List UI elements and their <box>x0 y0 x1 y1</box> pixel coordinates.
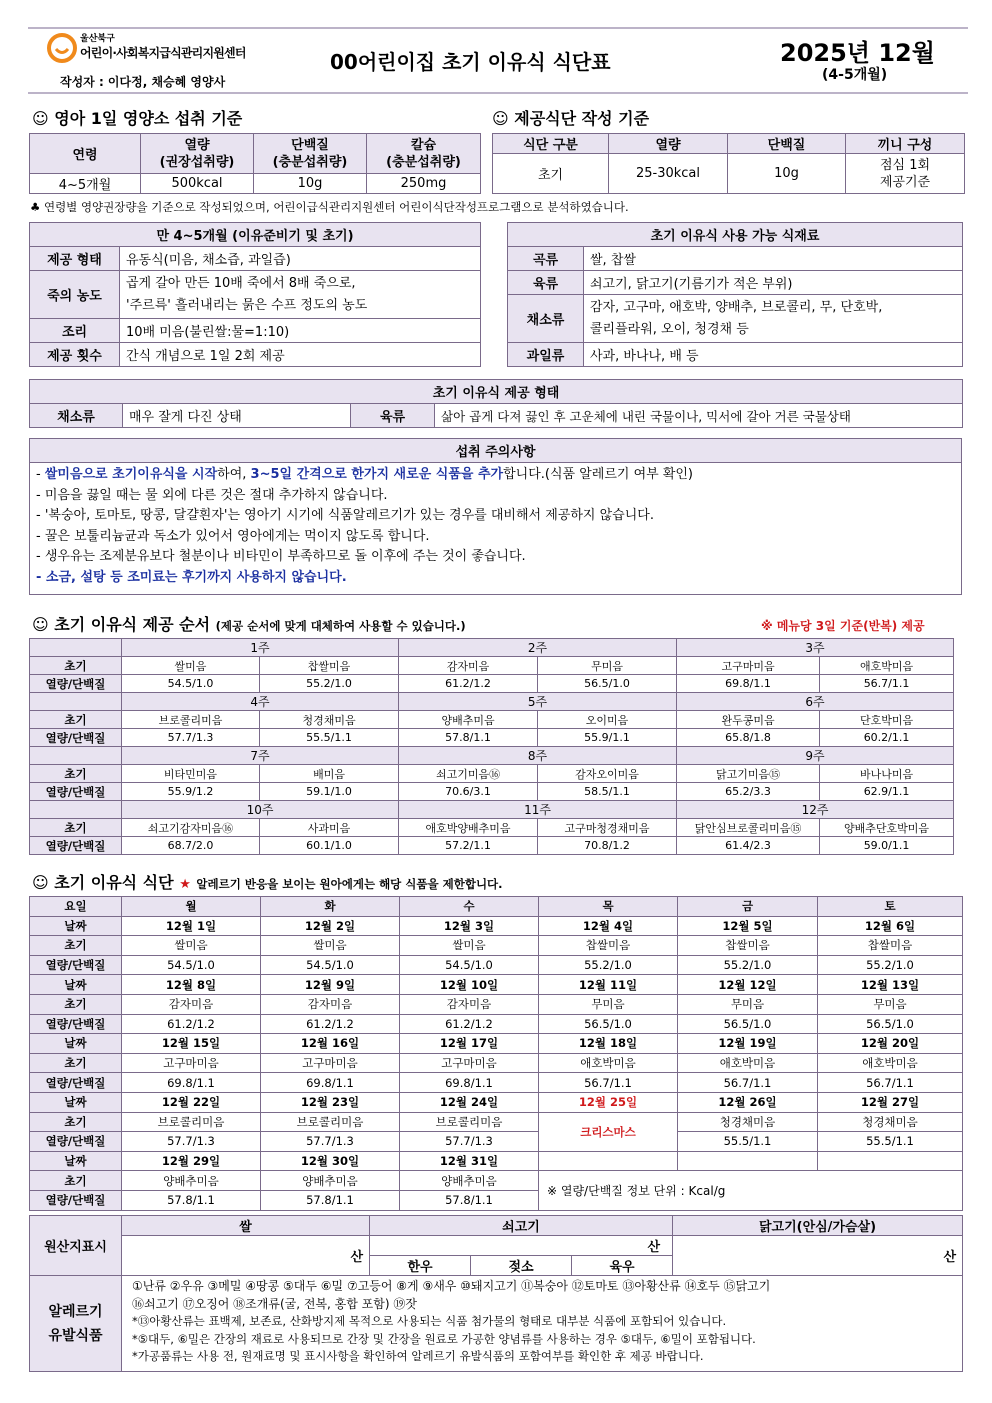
calendar-date: 12월 1일 <box>122 916 261 936</box>
calendar-date-label: 날짜 <box>30 1034 122 1054</box>
calendar-cal-value: 55.2/1.0 <box>678 955 818 975</box>
origin-label: 원산지표시 <box>30 1216 122 1276</box>
calendar-menu-item: 브로콜리미음 <box>122 1112 261 1132</box>
order-menu-item: 쌀미음 <box>122 657 260 675</box>
order-cal-label: 열량/단백질 <box>30 783 122 801</box>
form-meat-label: 육류 <box>351 404 435 428</box>
calendar-menu-item: 찹쌀미음 <box>818 936 963 956</box>
calendar-cal-value: 57.8/1.1 <box>261 1190 400 1210</box>
calendar-title: ☺ 초기 이유식 식단 ★ 알레르기 반응을 보이는 원아에게는 해당 식품을 제한합니다. <box>32 873 503 892</box>
calendar-cal-value: 57.8/1.1 <box>400 1190 539 1210</box>
calendar-cal-value: 54.5/1.0 <box>261 955 400 975</box>
calendar-date-label: 날짜 <box>30 1092 122 1112</box>
order-menu-item: 완두콩미음 <box>677 711 820 729</box>
order-week-row <box>30 639 954 657</box>
footnote: ♣ 연령별 영양권장량을 기준으로 작성되었으며, 어린이급식관리지원센터 어린이식단작성프로그램으로 분석하였습니다. <box>30 200 629 214</box>
order-week-row <box>30 693 954 711</box>
calendar-menu-item: 쌀미음 <box>400 936 539 956</box>
provided-h-pro: 단백질 <box>728 134 846 154</box>
order-cal-value: 70.6/3.1 <box>399 783 538 801</box>
calendar-menu-label: 초기 <box>30 1053 122 1073</box>
calendar-date-row <box>30 975 963 995</box>
smile-icon: ☺ <box>32 109 49 128</box>
calendar-date-label: 날짜 <box>30 916 122 936</box>
order-week-row <box>30 747 954 765</box>
order-cal-value: 59.1/1.0 <box>260 783 399 801</box>
calendar-menu-item: 양배추미음 <box>400 1171 539 1191</box>
order-menu-item: 찹쌀미음 <box>260 657 399 675</box>
origin-chicken-val: 산 <box>673 1236 963 1276</box>
order-week-label: 10주 <box>122 801 399 819</box>
calendar-date: 12월 3일 <box>400 916 539 936</box>
order-menu-label: 초기 <box>30 711 122 729</box>
calendar-menu-item: 쌀미음 <box>122 936 261 956</box>
order-cal-value: 70.8/1.2 <box>538 837 677 855</box>
order-cal-value: 56.5/1.0 <box>538 675 677 693</box>
caution-title: 섭취 주의사항 <box>30 439 962 463</box>
smile-icon: ☺ <box>32 615 49 634</box>
calendar-date: 12월 11일 <box>539 975 678 995</box>
calendar-menu-row <box>30 994 963 1014</box>
order-week-label: 5주 <box>399 693 677 711</box>
calendar-menu-row <box>30 936 963 956</box>
smile-logo-icon <box>47 33 77 63</box>
calendar-day: 금 <box>678 897 818 917</box>
calendar-cal-value: 54.5/1.0 <box>400 955 539 975</box>
calendar-cal-value: 57.7/1.3 <box>261 1132 400 1152</box>
order-cal-value: 61.2/1.2 <box>399 675 538 693</box>
calendar-menu-row <box>30 1112 963 1132</box>
order-note: ※ 메뉴당 3일 기준(반복) 제공 <box>761 619 925 633</box>
nutrition-cal: 500kcal <box>141 174 254 194</box>
calendar-menu-item: 애호박미음 <box>539 1053 678 1073</box>
club-icon: ♣ <box>30 200 41 214</box>
calendar-date-row <box>30 916 963 936</box>
order-menu-label: 초기 <box>30 819 122 837</box>
calendar-date: 12월 26일 <box>678 1092 818 1112</box>
order-cal-row <box>30 837 954 855</box>
calendar-cal-row <box>30 955 963 975</box>
ingredient-value: 쇠고기, 닭고기(기름기가 적은 부위) <box>584 271 963 295</box>
calendar-cal-value: 56.7/1.1 <box>539 1073 678 1093</box>
order-cal-row <box>30 729 954 747</box>
provided-pro: 10g <box>728 154 846 194</box>
calendar-date: 12월 29일 <box>122 1151 261 1171</box>
allergy-note: *⑬아황산류는 표백제, 보존료, 산화방지제 목적으로 사용되는 식품 첨가물의 형태로 대부분 식품에 포함되어 있습니다. <box>132 1314 727 1328</box>
ingredients-table <box>507 222 963 367</box>
order-week-label: 8주 <box>399 747 677 765</box>
order-menu-item: 사과미음 <box>260 819 399 837</box>
calendar-cal-value: 56.7/1.1 <box>818 1073 963 1093</box>
menu-date: 2025년 12월 <box>780 39 935 67</box>
calendar-date: 12월 24일 <box>400 1092 539 1112</box>
calendar-date: 12월 25일 <box>539 1092 678 1112</box>
calendar-cal-label: 열량/단백질 <box>30 1014 122 1034</box>
order-menu-item: 고구마미음 <box>677 657 820 675</box>
calendar-date: 12월 9일 <box>261 975 400 995</box>
order-week-blank <box>30 747 122 765</box>
nutrition-h-cal: 열량 (권장섭취량) <box>141 134 254 174</box>
order-cal-value: 57.8/1.1 <box>399 729 538 747</box>
calendar-menu-item: 무미음 <box>678 994 818 1014</box>
nutrition-table <box>29 133 481 194</box>
order-cal-label: 열량/단백질 <box>30 837 122 855</box>
ingredient-label: 채소류 <box>508 295 584 343</box>
calendar-cal-value: 54.5/1.0 <box>122 955 261 975</box>
calendar-date: 12월 13일 <box>818 975 963 995</box>
order-cal-value: 69.8/1.1 <box>677 675 820 693</box>
calendar-cal-label: 열량/단백질 <box>30 1073 122 1093</box>
ingredients-title: 초기 이유식 사용 가능 식재료 <box>508 223 963 247</box>
form-veg-value: 매우 잘게 다진 상태 <box>123 404 351 428</box>
order-menu-item: 바나나미음 <box>820 765 954 783</box>
calendar-menu-item: 청경채미음 <box>818 1112 963 1132</box>
caution-line: - 소금, 설탕 등 조미료는 후기까지 사용하지 않습니다. <box>36 569 347 585</box>
smile-icon: ☺ <box>492 109 509 128</box>
prep-title: 만 4~5개월 (이유준비기 및 초기) <box>30 223 481 247</box>
ingredient-value: 사과, 바나나, 배 등 <box>584 343 963 367</box>
order-menu-item: 단호박미음 <box>820 711 954 729</box>
origin-chicken: 닭고기(안심/가슴살) <box>673 1216 963 1236</box>
order-menu-item: 무미음 <box>538 657 677 675</box>
order-menu-item: 닭고기미음⑮ <box>677 765 820 783</box>
calendar-day: 토 <box>818 897 963 917</box>
order-menu-item: 브로콜리미음 <box>122 711 260 729</box>
order-week-label: 12주 <box>677 801 954 819</box>
order-menu-row <box>30 711 954 729</box>
order-title: ☺ 초기 이유식 제공 순서 (제공 순서에 맞게 대체하여 사용할 수 있습니다.) <box>32 615 466 634</box>
calendar-date: 12월 30일 <box>261 1151 400 1171</box>
calendar-menu-item: 고구마미음 <box>122 1053 261 1073</box>
nutrition-ca: 250mg <box>367 174 481 194</box>
order-cal-value: 65.2/3.3 <box>677 783 820 801</box>
calendar-date-label: 날짜 <box>30 1151 122 1171</box>
provided-h-cal: 열량 <box>609 134 728 154</box>
origin-rice: 쌀 <box>122 1216 370 1236</box>
caution-line: - 꿀은 보툴리늄균과 독소가 있어서 영아에게는 먹이지 않도록 합니다. <box>36 528 430 544</box>
nutrition-h-age: 연령 <box>30 134 141 174</box>
order-menu-item: 감자미음 <box>399 657 538 675</box>
calendar-cal-value: 55.5/1.1 <box>678 1132 818 1152</box>
caution-line: - 쌀미음으로 초기이유식을 시작하여, 3~5일 간격으로 한가지 새로운 식품을 추가합니다.(식품 알레르기 여부 확인) <box>36 467 694 482</box>
allergy-note: *⑤대두, ⑥밀은 간장의 재료로 사용되므로 간장 및 간장을 원료로 가공한 양념류를 사용하는 경우 ⑤대두, ⑥밀이 포함됩니다. <box>132 1331 756 1346</box>
order-week-label: 2주 <box>399 639 677 657</box>
calendar-cal-value: 61.2/1.2 <box>261 1014 400 1034</box>
calendar-cal-value: 69.8/1.1 <box>400 1073 539 1093</box>
nutrition-age: 4~5개월 <box>30 174 141 194</box>
calendar-cal-row <box>30 1014 963 1034</box>
calendar-date: 12월 20일 <box>818 1034 963 1054</box>
provided-h-type: 식단 구분 <box>493 134 609 154</box>
order-menu-item: 쇠고기감자미음⑯ <box>122 819 260 837</box>
origin-beef: 쇠고기 <box>370 1216 673 1236</box>
origin-beef-val: 산 <box>370 1236 673 1256</box>
ingredient-label: 육류 <box>508 271 584 295</box>
calendar-menu-item: 브로콜리미음 <box>261 1112 400 1132</box>
allergy-note: *가공품류는 사용 전, 원재료명 및 표시사항을 확인하여 알레르기 유발식품의 포함여부를 확인한 후 제공 바랍니다. <box>132 1349 704 1363</box>
prep-label: 제공 형태 <box>30 247 120 271</box>
calendar-date-row <box>30 1151 963 1171</box>
calendar-cal-value: 55.5/1.1 <box>818 1132 963 1152</box>
calendar-date: 12월 15일 <box>122 1034 261 1054</box>
prep-label: 제공 횟수 <box>30 343 120 367</box>
calendar-cal-value: 69.8/1.1 <box>122 1073 261 1093</box>
order-week-label: 9주 <box>677 747 954 765</box>
calendar-menu-item: 고구마미음 <box>261 1053 400 1073</box>
org-name: 어린이·사회복지급식관리지원센터 <box>80 46 246 60</box>
calendar-holiday: 크리스마스 <box>539 1112 678 1151</box>
caution-line: - 생우유는 조제분유보다 철분이나 비타민이 부족하므로 돌 이후에 주는 것이 좋습니다. <box>36 549 526 565</box>
order-week-blank <box>30 801 122 819</box>
order-table <box>29 638 954 855</box>
calendar-date: 12월 27일 <box>818 1092 963 1112</box>
order-week-row <box>30 801 954 819</box>
ingredient-value: 감자, 고구마, 애호박, 양배추, 브로콜리, 무, 단호박, 콜리플라워, 오이, 청경채 등 <box>584 295 963 343</box>
calendar-date: 12월 17일 <box>400 1034 539 1054</box>
prep-value: 유동식(미음, 채소즙, 과일즙) <box>120 247 481 271</box>
calendar-date <box>539 1151 678 1171</box>
calendar-day: 수 <box>400 897 539 917</box>
calendar-menu-label: 초기 <box>30 1112 122 1132</box>
calendar-menu-item: 양배추미음 <box>261 1171 400 1191</box>
order-menu-item: 양배추단호박미음 <box>820 819 954 837</box>
order-cal-label: 열량/단백질 <box>30 675 122 693</box>
calendar-cal-label: 열량/단백질 <box>30 955 122 975</box>
calendar-day-label: 요일 <box>30 897 122 917</box>
calendar-day: 목 <box>539 897 678 917</box>
star-icon: ★ <box>179 877 191 892</box>
provided-title: ☺ 제공식단 작성 기준 <box>492 109 650 128</box>
order-week-blank <box>30 693 122 711</box>
order-menu-item: 고구마청경채미음 <box>538 819 677 837</box>
order-week-label: 3주 <box>677 639 954 657</box>
prep-value: 간식 개념으로 1일 2회 제공 <box>120 343 481 367</box>
order-week-blank <box>30 639 122 657</box>
org-top: 울산북구 <box>80 34 115 44</box>
form-table <box>29 379 963 428</box>
form-title: 초기 이유식 제공 형태 <box>30 380 963 404</box>
order-menu-item: 청경채미음 <box>260 711 399 729</box>
calendar-menu-item: 양배추미음 <box>122 1171 261 1191</box>
calendar-date: 12월 23일 <box>261 1092 400 1112</box>
calendar-day: 월 <box>122 897 261 917</box>
order-cal-value: 57.2/1.1 <box>399 837 538 855</box>
calendar-table <box>29 896 963 1211</box>
order-menu-item: 애호박양배추미음 <box>399 819 538 837</box>
order-menu-row <box>30 819 954 837</box>
provided-h-meal: 끼니 구성 <box>846 134 965 154</box>
calendar-cal-value: 57.8/1.1 <box>122 1190 261 1210</box>
provided-cal: 25-30kcal <box>609 154 728 194</box>
calendar-menu-label: 초기 <box>30 994 122 1014</box>
origin-beef-sub: 육우 <box>572 1256 673 1276</box>
form-veg-label: 채소류 <box>30 404 123 428</box>
order-week-label: 6주 <box>677 693 954 711</box>
origin-beef-sub: 한우 <box>370 1256 471 1276</box>
order-cal-value: 55.2/1.0 <box>260 675 399 693</box>
order-menu-item: 닭안심브로콜리미음⑮ <box>677 819 820 837</box>
allergy-label: 알레르기 유발식품 <box>30 1276 122 1372</box>
org-logo <box>47 33 77 63</box>
caution-line: - 미음을 끓일 때는 물 외에 다른 것은 절대 추가하지 않습니다. <box>36 487 388 503</box>
ingredient-label: 곡류 <box>508 247 584 271</box>
calendar-date: 12월 22일 <box>122 1092 261 1112</box>
order-menu-item: 쇠고기미음⑯ <box>399 765 538 783</box>
calendar-date: 12월 5일 <box>678 916 818 936</box>
smile-icon: ☺ <box>32 873 49 892</box>
calendar-date: 12월 19일 <box>678 1034 818 1054</box>
calendar-menu-item: 찹쌀미음 <box>539 936 678 956</box>
allergy-notes <box>122 1276 963 1372</box>
order-cal-value: 57.7/1.3 <box>122 729 260 747</box>
order-week-label: 7주 <box>122 747 399 765</box>
calendar-cal-label: 열량/단백질 <box>30 1190 122 1210</box>
order-cal-value: 60.1/1.0 <box>260 837 399 855</box>
calendar-unit-note: ※ 열량/단백질 정보 단위 : Kcal/g <box>539 1171 963 1210</box>
order-cal-value: 58.5/1.1 <box>538 783 677 801</box>
order-cal-value: 59.0/1.1 <box>820 837 954 855</box>
caution-line: - '복숭아, 토마토, 땅콩, 달걀흰자'는 영아기 시기에 식품알레르기가 있는 경우를 대비해서 제공하지 않습니다. <box>36 508 654 524</box>
order-menu-label: 초기 <box>30 657 122 675</box>
calendar-menu-row <box>30 1171 963 1191</box>
origin-table <box>29 1215 963 1372</box>
order-cal-value: 54.5/1.0 <box>122 675 260 693</box>
calendar-cal-value: 61.2/1.2 <box>400 1014 539 1034</box>
calendar-date <box>678 1151 818 1171</box>
order-menu-row <box>30 657 954 675</box>
order-week-label: 4주 <box>122 693 399 711</box>
calendar-menu-row <box>30 1053 963 1073</box>
calendar-cal-value: 69.8/1.1 <box>261 1073 400 1093</box>
calendar-date-row <box>30 1034 963 1054</box>
order-cal-row <box>30 783 954 801</box>
prep-label: 죽의 농도 <box>30 271 120 319</box>
order-cal-value: 60.2/1.1 <box>820 729 954 747</box>
calendar-date: 12월 8일 <box>122 975 261 995</box>
order-menu-row <box>30 765 954 783</box>
calendar-date: 12월 31일 <box>400 1151 539 1171</box>
calendar-date: 12월 6일 <box>818 916 963 936</box>
calendar-cal-row <box>30 1132 963 1152</box>
calendar-menu-item: 고구마미음 <box>400 1053 539 1073</box>
order-week-label: 1주 <box>122 639 399 657</box>
prep-label: 조리 <box>30 319 120 343</box>
calendar-menu-item: 애호박미음 <box>678 1053 818 1073</box>
calendar-menu-label: 초기 <box>30 936 122 956</box>
order-cal-value: 68.7/2.0 <box>122 837 260 855</box>
order-cal-value: 55.5/1.1 <box>260 729 399 747</box>
order-cal-value: 56.7/1.1 <box>820 675 954 693</box>
caution-notes <box>30 463 962 595</box>
author: 작성자 : 이다정, 채승혜 영양사 <box>60 75 226 89</box>
form-meat-value: 삶아 곱게 다져 끓인 후 고운체에 내린 국물이나, 믹서에 갈아 거른 국물상태 <box>435 404 963 428</box>
order-menu-item: 오이미음 <box>538 711 677 729</box>
calendar-menu-item: 무미음 <box>539 994 678 1014</box>
nutrition-pro: 10g <box>254 174 367 194</box>
calendar-date: 12월 10일 <box>400 975 539 995</box>
ingredient-value: 쌀, 찹쌀 <box>584 247 963 271</box>
calendar-menu-item: 감자미음 <box>122 994 261 1014</box>
calendar-cal-value: 56.5/1.0 <box>539 1014 678 1034</box>
allergy-list: ⑯쇠고기 ⑰오징어 ⑱조개류(굴, 전복, 홍합 포함) ⑲잣 <box>132 1296 417 1311</box>
calendar-cal-value: 55.2/1.0 <box>818 955 963 975</box>
order-menu-item: 애호박미음 <box>820 657 954 675</box>
calendar-menu-item: 쌀미음 <box>261 936 400 956</box>
provided-type: 초기 <box>493 154 609 194</box>
calendar-date: 12월 18일 <box>539 1034 678 1054</box>
allergy-list: ①난류 ②우유 ③메밀 ④땅콩 ⑤대두 ⑥밀 ⑦고등어 ⑧게 ⑨새우 ⑩돼지고기 ⑪복숭아 ⑫토마토 ⑬아황산류 ⑭호두 ⑮닭고기 <box>132 1279 771 1293</box>
calendar-cal-value: 55.2/1.0 <box>539 955 678 975</box>
calendar-menu-item: 감자미음 <box>400 994 539 1014</box>
calendar-cal-label: 열량/단백질 <box>30 1132 122 1152</box>
prep-value: 10배 미음(불린쌀:물=1:10) <box>120 319 481 343</box>
calendar-menu-label: 초기 <box>30 1171 122 1191</box>
order-cal-value: 65.8/1.8 <box>677 729 820 747</box>
nutrition-h-ca: 칼슘 (충분섭취량) <box>367 134 481 174</box>
order-menu-label: 초기 <box>30 765 122 783</box>
origin-rice-val: 산 <box>122 1236 370 1276</box>
calendar-date: 12월 16일 <box>261 1034 400 1054</box>
calendar-cal-value: 56.5/1.0 <box>678 1014 818 1034</box>
calendar-menu-item: 브로콜리미음 <box>400 1112 539 1132</box>
page-title: 00어린이집 초기 이유식 식단표 <box>330 50 611 74</box>
provided-meal: 점심 1회 제공기준 <box>846 154 965 194</box>
order-menu-item: 감자오이미음 <box>538 765 677 783</box>
calendar-menu-item: 찹쌀미음 <box>678 936 818 956</box>
calendar-cal-row <box>30 1073 963 1093</box>
calendar-menu-item: 무미음 <box>818 994 963 1014</box>
nutrition-title: ☺ 영아 1일 영양소 섭취 기준 <box>32 109 243 128</box>
calendar-date <box>818 1151 963 1171</box>
calendar-menu-item: 청경채미음 <box>678 1112 818 1132</box>
menu-age: (4-5개월) <box>822 67 888 83</box>
prep-value: 곱게 갈아 만든 10배 죽에서 8배 죽으로, '주르륵' 흘러내리는 묽은 수프 정도의 농도 <box>120 271 481 319</box>
calendar-cal-value: 56.5/1.0 <box>818 1014 963 1034</box>
prep-table <box>29 222 481 367</box>
calendar-date-label: 날짜 <box>30 975 122 995</box>
calendar-menu-item: 애호박미음 <box>818 1053 963 1073</box>
caution-table <box>29 438 962 595</box>
calendar-day-row <box>30 897 963 917</box>
order-menu-item: 양배추미음 <box>399 711 538 729</box>
ingredient-label: 과일류 <box>508 343 584 367</box>
calendar-cal-value: 57.7/1.3 <box>122 1132 261 1152</box>
provided-table <box>492 133 965 194</box>
order-cal-value: 55.9/1.2 <box>122 783 260 801</box>
calendar-date: 12월 4일 <box>539 916 678 936</box>
order-cal-label: 열량/단백질 <box>30 729 122 747</box>
order-cal-value: 55.9/1.1 <box>538 729 677 747</box>
nutrition-h-pro: 단백질 (충분섭취량) <box>254 134 367 174</box>
calendar-menu-item: 감자미음 <box>261 994 400 1014</box>
order-menu-item: 비타민미음 <box>122 765 260 783</box>
order-menu-item: 배미음 <box>260 765 399 783</box>
calendar-date: 12월 2일 <box>261 916 400 936</box>
order-cal-row <box>30 675 954 693</box>
calendar-cal-value: 61.2/1.2 <box>122 1014 261 1034</box>
calendar-date-row <box>30 1092 963 1112</box>
calendar-day: 화 <box>261 897 400 917</box>
order-cal-value: 61.4/2.3 <box>677 837 820 855</box>
calendar-cal-value: 56.7/1.1 <box>678 1073 818 1093</box>
calendar-date: 12월 12일 <box>678 975 818 995</box>
origin-beef-sub: 젖소 <box>471 1256 572 1276</box>
calendar-cal-value: 57.7/1.3 <box>400 1132 539 1152</box>
order-week-label: 11주 <box>399 801 677 819</box>
order-cal-value: 62.9/1.1 <box>820 783 954 801</box>
